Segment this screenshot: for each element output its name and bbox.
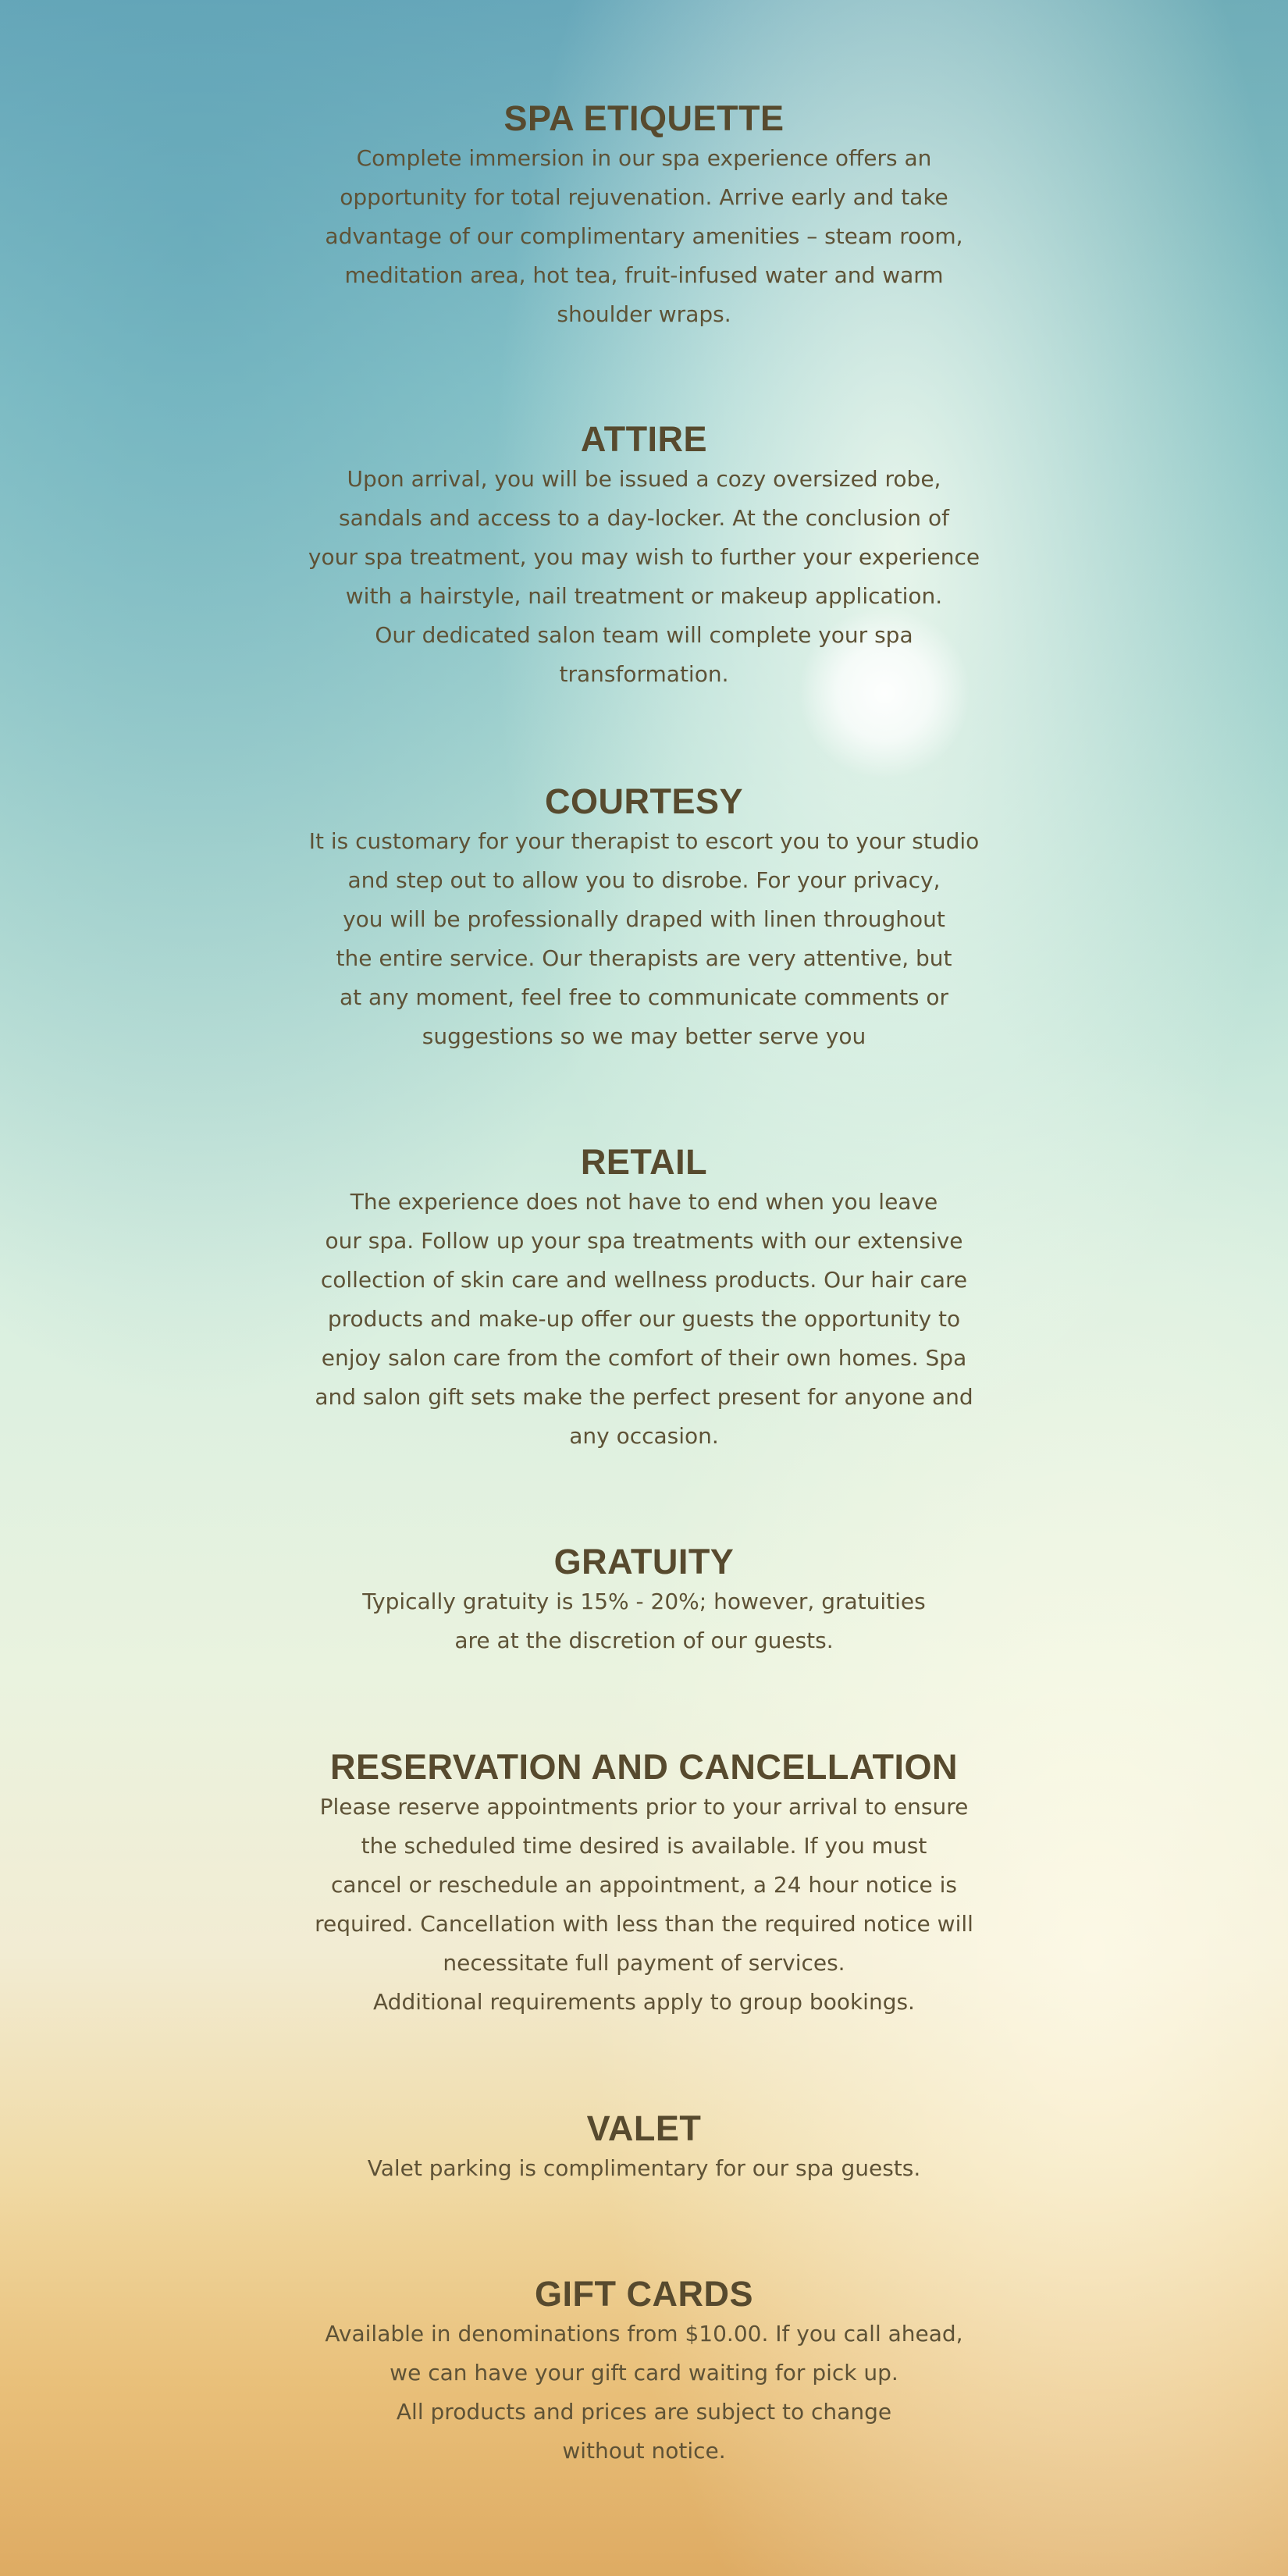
section-courtesy bbox=[0, 781, 1288, 1056]
body-line: opportunity for total rejuvenation. Arrive early and take bbox=[340, 184, 948, 210]
body-line: sandals and access to a day-locker. At the conclusion of bbox=[339, 505, 949, 531]
body-line: shoulder wraps. bbox=[557, 301, 731, 327]
section-heading: GRATUITY bbox=[553, 1542, 735, 1582]
body-line: Upon arrival, you will be issued a cozy oversized robe, bbox=[347, 466, 941, 492]
section-body bbox=[0, 822, 1288, 1056]
body-line: collection of skin care and wellness products. Our hair care bbox=[320, 1267, 968, 1293]
body-line: All products and prices are subject to change bbox=[396, 2399, 892, 2425]
section-reservation-and-cancellation bbox=[0, 1747, 1288, 2022]
body-line: required. Cancellation with less than the required notice will bbox=[315, 1911, 973, 1937]
body-line: we can have your gift card waiting for pick up. bbox=[390, 2360, 898, 2386]
section-attire bbox=[0, 419, 1288, 694]
body-line: with a hairstyle, nail treatment or makeup application. bbox=[345, 583, 943, 609]
section-gift-cards bbox=[0, 2274, 1288, 2471]
body-line: the scheduled time desired is available. If you must bbox=[361, 1833, 927, 1859]
section-body bbox=[0, 1183, 1288, 1456]
body-line: Our dedicated salon team will complete your spa bbox=[375, 622, 913, 648]
section-body bbox=[0, 2149, 1288, 2188]
body-line: The experience does not have to end when you leave bbox=[350, 1189, 938, 1215]
body-line: and salon gift sets make the perfect present for anyone and bbox=[315, 1384, 973, 1410]
body-line: cancel or reschedule an appointment, a 24 hour notice is bbox=[331, 1872, 957, 1898]
body-line: suggestions so we may better serve you bbox=[422, 1023, 866, 1049]
section-gratuity bbox=[0, 1542, 1288, 1660]
body-line: enjoy salon care from the comfort of their own homes. Spa bbox=[321, 1345, 967, 1371]
section-valet bbox=[0, 2108, 1288, 2188]
body-line: any occasion. bbox=[569, 1423, 719, 1449]
body-line: It is customary for your therapist to escort you to your studio bbox=[308, 828, 980, 854]
body-line: products and make-up offer our guests the opportunity to bbox=[327, 1306, 961, 1332]
section-body bbox=[0, 139, 1288, 334]
body-line: advantage of our complimentary amenities – steam room, bbox=[325, 223, 963, 249]
body-line: Valet parking is complimentary for our spa guests. bbox=[367, 2155, 921, 2181]
body-line: at any moment, feel free to communicate comments or bbox=[339, 984, 949, 1010]
section-heading: SPA ETIQUETTE bbox=[503, 98, 785, 138]
body-line: necessitate full payment of services. bbox=[443, 1950, 845, 1976]
body-line: without notice. bbox=[562, 2438, 726, 2464]
body-line: Available in denominations from $10.00. If you call ahead, bbox=[325, 2321, 963, 2347]
section-body bbox=[0, 1582, 1288, 1660]
body-line: your spa treatment, you may wish to further your experience bbox=[308, 544, 980, 570]
body-line: transformation. bbox=[559, 661, 729, 687]
body-line: our spa. Follow up your spa treatments with our extensive bbox=[325, 1228, 963, 1254]
body-line: you will be professionally draped with linen throughout bbox=[343, 906, 945, 932]
section-body bbox=[0, 2314, 1288, 2471]
section-retail bbox=[0, 1142, 1288, 1456]
section-heading: COURTESY bbox=[544, 781, 744, 821]
section-heading: ATTIRE bbox=[580, 419, 708, 459]
body-line: meditation area, hot tea, fruit-infused water and warm bbox=[344, 262, 944, 288]
section-heading: GIFT CARDS bbox=[535, 2274, 753, 2314]
body-line: and step out to allow you to disrobe. For your privacy, bbox=[347, 867, 941, 893]
body-line: are at the discretion of our guests. bbox=[454, 1628, 834, 1653]
body-line: Additional requirements apply to group bookings. bbox=[373, 1989, 915, 2015]
body-line: the entire service. Our therapists are very attentive, but bbox=[336, 945, 952, 971]
section-heading: RETAIL bbox=[580, 1142, 708, 1182]
body-line: Typically gratuity is 15% - 20%; however, gratuities bbox=[362, 1589, 926, 1614]
section-body bbox=[0, 460, 1288, 694]
section-spa-etiquette bbox=[0, 98, 1288, 334]
body-line: Please reserve appointments prior to your arrival to ensure bbox=[319, 1794, 969, 1820]
section-heading: RESERVATION AND CANCELLATION bbox=[329, 1747, 958, 1787]
body-line: Complete immersion in our spa experience offers an bbox=[356, 145, 932, 171]
section-heading: VALET bbox=[586, 2108, 702, 2148]
section-body bbox=[0, 1788, 1288, 2022]
